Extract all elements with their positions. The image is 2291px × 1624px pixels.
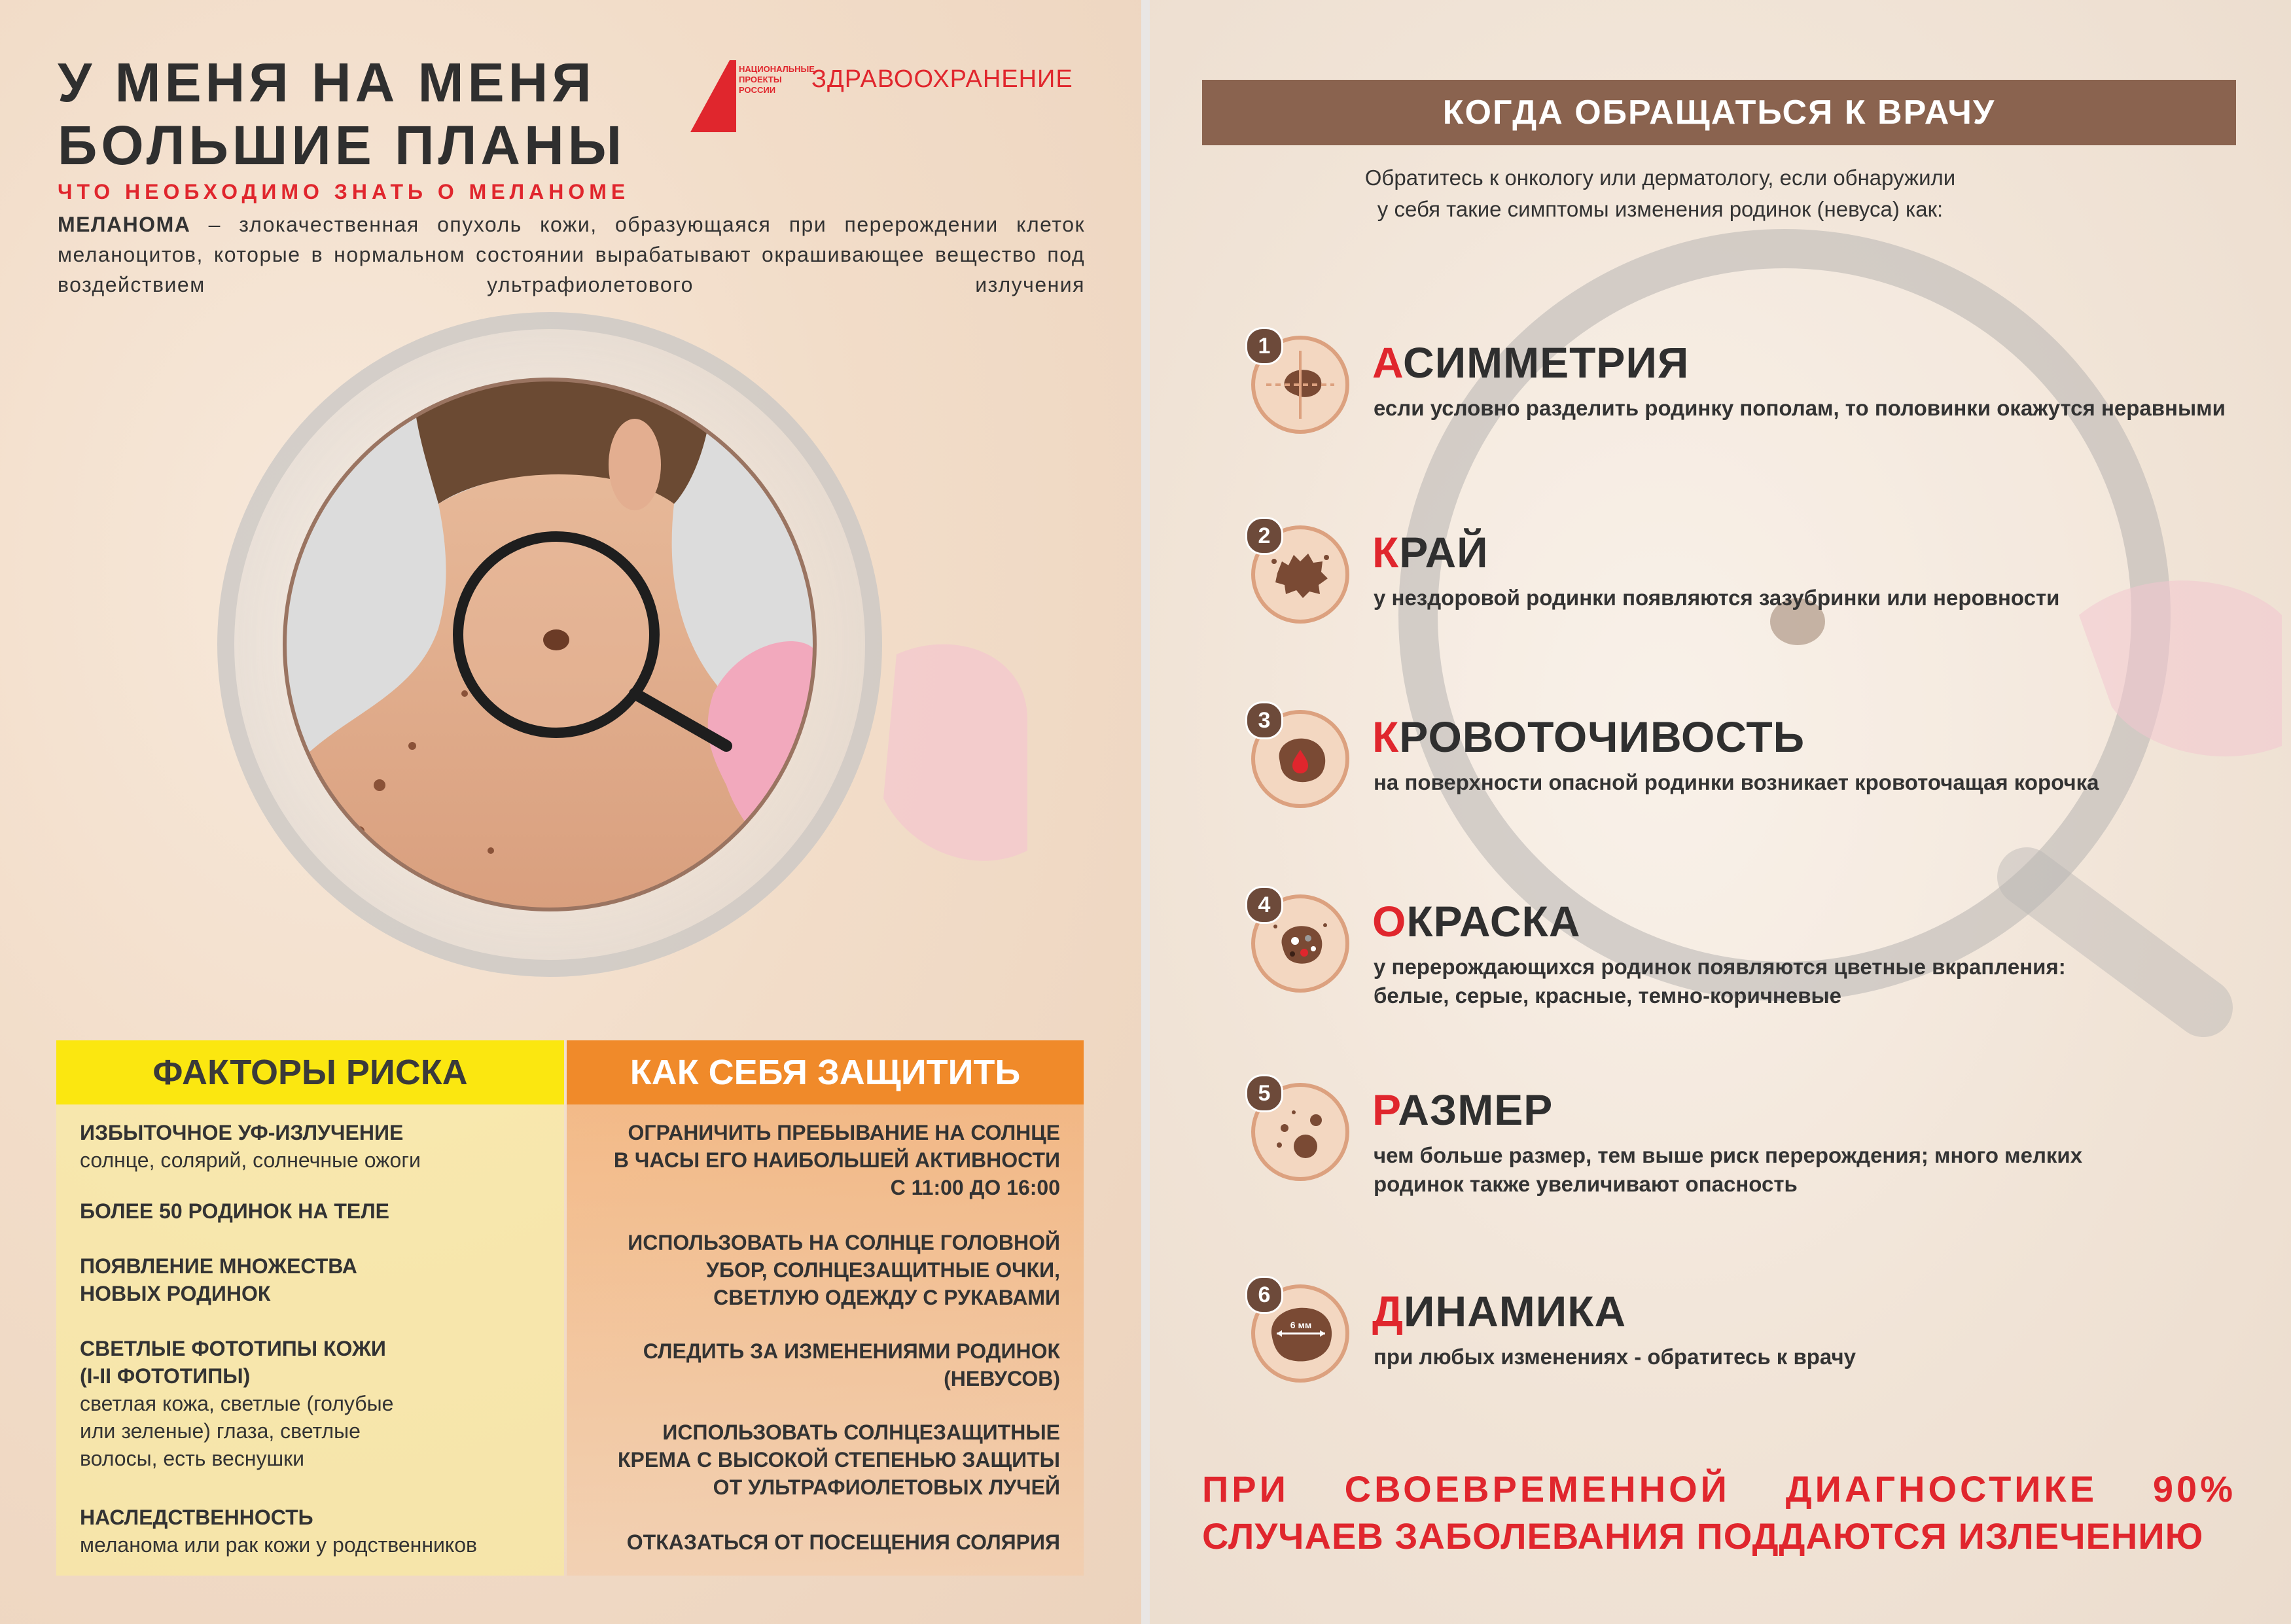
logo-text-2: ПРОЕКТЫ (739, 75, 782, 84)
poster-title (58, 51, 626, 177)
symptom-dynamics (1248, 1281, 2256, 1412)
risk-item (80, 1119, 558, 1174)
size-label: 6 мм (1290, 1320, 1312, 1330)
risk-item-title: СВЕТЛЫЕ ФОТОТИПЫ КОЖИ (I-II ФОТОТИПЫ) (80, 1337, 386, 1388)
symptom-initial: К (1372, 713, 1400, 761)
symptom-number: 5 (1245, 1074, 1283, 1112)
symptom-title-rest: КРАСКА (1406, 897, 1581, 945)
risk-item-text: меланома или рак кожи у родственников (80, 1533, 478, 1557)
symptom-title-rest: СИММЕТРИЯ (1403, 338, 1690, 387)
risk-item-title: БОЛЕЕ 50 РОДИНОК НА ТЕЛЕ (80, 1199, 390, 1223)
symptom-initial: К (1372, 528, 1400, 576)
symptom-description: у перерождающихся родинок появляются цветные вкрапления: белые, серые, красные, темно-коричневые (1374, 955, 2066, 1008)
protection-item: ИСПОЛЬЗОВАТЬ СОЛНЦЕЗАЩИТНЫЕ КРЕМА С ВЫСОКОЙ СТЕПЕНЬЮ ЗАЩИТЫ ОТ УЛЬТРАФИОЛЕТОВЫХ ЛУЧЕЙ (617, 1421, 1060, 1499)
risk-item (80, 1197, 558, 1225)
symptom-title (1372, 338, 1689, 387)
melanoma-definition (58, 209, 1085, 300)
symptom-title (1372, 527, 1489, 577)
risk-item (80, 1252, 558, 1307)
risk-item-title: НАСЛЕДСТВЕННОСТЬ (80, 1506, 313, 1529)
logo-text-3: РОССИИ (739, 85, 776, 95)
protection-header: КАК СЕБЯ ЗАЩИТИТЬ (567, 1040, 1084, 1104)
symptom-title (1372, 896, 1580, 946)
logo-text-1: НАЦИОНАЛЬНЫЕ (739, 64, 815, 74)
diagnosis-note-line-2: СЛУЧАЕВ ЗАБОЛЕВАНИЯ ПОДДАЮТСЯ ИЗЛЕЧЕНИЮ (1202, 1515, 2204, 1557)
risk-item-title: ИЗБЫТОЧНОЕ УФ-ИЗЛУЧЕНИЕ (80, 1121, 404, 1144)
glove-shape (883, 644, 1027, 861)
page-gutter (1141, 0, 1150, 1624)
symptom-number: 2 (1245, 517, 1283, 555)
protection-item: ИСПОЛЬЗОВАТЬ НА СОЛНЦЕ ГОЛОВНОЙ УБОР, СОЛНЦЕЗАЩИТНЫЕ ОЧКИ, СВЕТЛУЮ ОДЕЖДУ С РУКАВАМИ (628, 1231, 1060, 1309)
risk-item (80, 1504, 558, 1559)
definition-term: МЕЛАНОМА (58, 213, 191, 236)
lead-text (1333, 162, 1987, 225)
symptom-title (1372, 1085, 1553, 1135)
symptom-color (1248, 891, 2256, 1022)
title-line-2: БОЛЬШИЕ ПЛАНЫ (58, 115, 626, 176)
risk-item-title: ПОЯВЛЕНИЕ МНОЖЕСТВА НОВЫХ РОДИНОК (80, 1254, 357, 1305)
symptom-border (1248, 522, 2256, 653)
protection-item: ОТКАЗАТЬСЯ ОТ ПОСЕЩЕНИЯ СОЛЯРИЯ (626, 1530, 1060, 1554)
protection-item: СЛЕДИТЬ ЗА ИЗМЕНЕНИЯМИ РОДИНОК (НЕВУСОВ) (643, 1339, 1060, 1390)
risk-item-text: солнце, солярий, солнечные ожоги (80, 1148, 421, 1172)
when-to-see-doctor-banner: КОГДА ОБРАЩАТЬСЯ К ВРАЧУ (1202, 80, 2236, 145)
magnifier-illustration (216, 288, 1027, 1099)
symptom-bleeding (1248, 707, 2256, 838)
symptom-initial: А (1372, 338, 1404, 387)
diagnosis-note (1202, 1466, 2236, 1560)
symptom-description: у нездоровой родинки появляются зазубринки или неровности (1374, 586, 2060, 610)
symptom-title-rest: ИНАМИКА (1404, 1287, 1627, 1335)
protection-list (567, 1104, 1084, 1576)
symptom-asymmetry (1248, 332, 2256, 463)
symptom-initial: О (1372, 897, 1407, 945)
lead-line: Обратитесь к онкологу или дерматологу, если обнаружили (1364, 166, 1956, 190)
symptom-number: 6 (1245, 1276, 1283, 1314)
diagnosis-note-line-1: ПРИ СВОЕВРЕМЕННОЙ ДИАГНОСТИКЕ 90% (1202, 1468, 2236, 1509)
symptom-initial: Р (1372, 1086, 1398, 1134)
protection-item: ОГРАНИЧИТЬ ПРЕБЫВАНИЕ НА СОЛНЦЕ В ЧАСЫ ЕГО НАИБОЛЬШЕЙ АКТИВНОСТИ С 11:00 ДО 16:00 (613, 1121, 1060, 1199)
national-projects-logo (690, 60, 815, 139)
symptom-number: 4 (1245, 886, 1283, 924)
title-line-1: У МЕНЯ НА МЕНЯ (58, 52, 595, 113)
lead-line: у себя такие симптомы изменения родинок (невуса) как: (1377, 197, 1944, 221)
logo-label: ЗДРАВООХРАНЕНИЕ (811, 65, 1073, 93)
risk-item-text: светлая кожа, светлые (голубые или зеленые) глаза, светлые волосы, есть веснушки (80, 1392, 394, 1470)
symptom-description: если условно разделить родинку пополам, то половинки окажутся неравными (1374, 396, 2226, 420)
left-page (0, 0, 1141, 1624)
symptom-size (1248, 1080, 2256, 1210)
symptom-number: 1 (1245, 327, 1283, 365)
symptom-title-rest: РАЙ (1399, 528, 1489, 576)
symptom-title (1372, 1286, 1626, 1336)
symptom-title-rest: АЗМЕР (1398, 1086, 1554, 1134)
symptom-number: 3 (1245, 701, 1283, 739)
symptom-description: при любых изменениях - обратитесь к врачу (1374, 1345, 1856, 1369)
definition-text: – злокачественная опухоль кожи, образующаяся при перерождении клеток меланоцитов, которые в нормальном состоянии вырабатывают окрашивающее вещество под воздействием ультрафиолетового излучения (58, 213, 1085, 296)
right-page (1150, 0, 2291, 1624)
risk-item (80, 1335, 558, 1472)
risk-factors-list (56, 1104, 564, 1576)
symptom-title (1372, 712, 1805, 762)
symptom-description: на поверхности опасной родинки возникает кровоточащая корочка (1374, 770, 2099, 794)
risk-factors-header: ФАКТОРЫ РИСКА (56, 1040, 564, 1104)
symptom-initial: Д (1372, 1287, 1404, 1335)
symptom-title-rest: РОВОТОЧИВОСТЬ (1399, 713, 1805, 761)
subtitle: ЧТО НЕОБХОДИМО ЗНАТЬ О МЕЛАНОМЕ (58, 180, 630, 203)
symptom-description: чем больше размер, тем выше риск перерождения; много мелких родинок также увеличивают опасность (1374, 1143, 2083, 1196)
